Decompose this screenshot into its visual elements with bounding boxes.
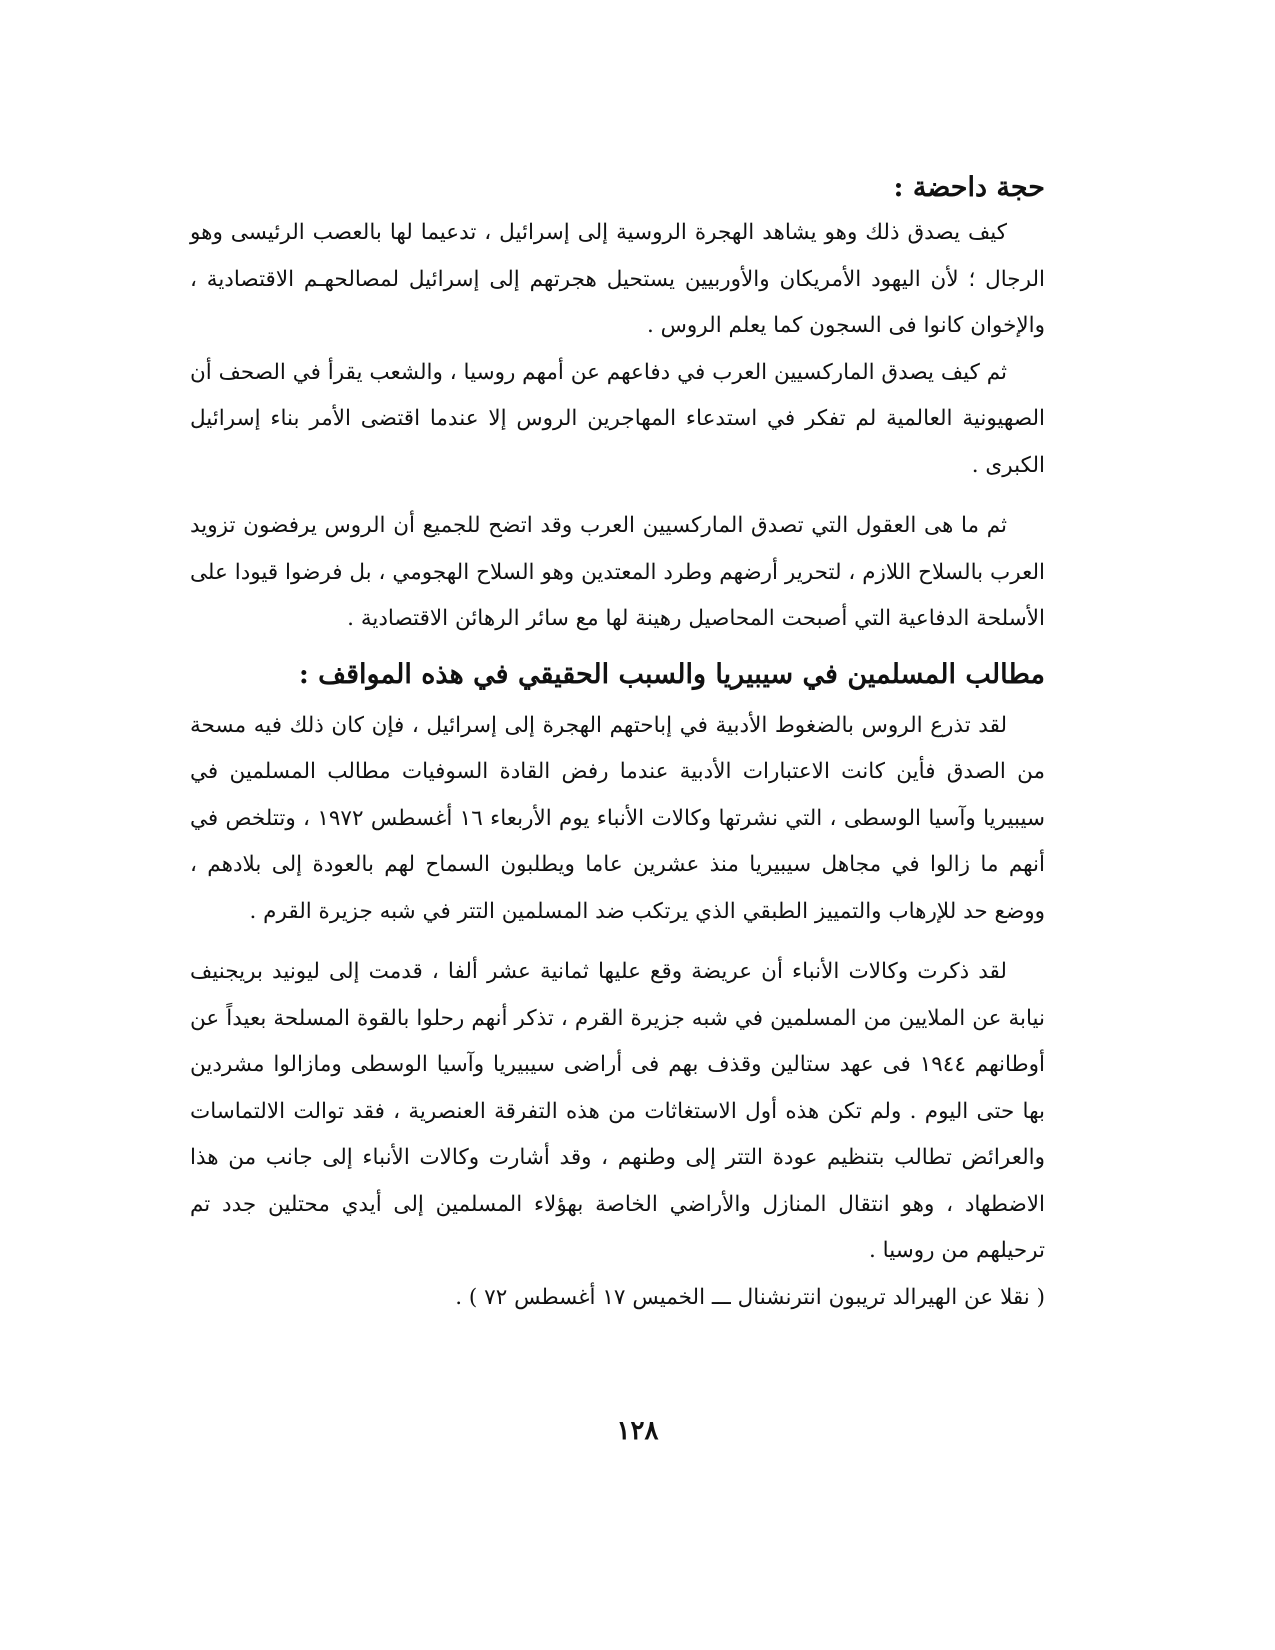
subheading: مطالب المسلمين في سيبيريا والسبب الحقيقي في هذه المواقف :	[298, 658, 1045, 690]
paragraph-1: كيف يصدق ذلك وهو يشاهد الهجرة الروسية إلى إسرائيل ، تدعيما لها بالعصب الرئيسى وهو الرجال ؛ لأن اليهود الأمريكان والأوربيين يستحيل هجرتهم إلى إسرائيل لمصالحهـم الاقتصادية ، والإخوان كانوا فى السجون كما يعلم الروس .	[190, 220, 1045, 338]
page-number: ١٢٨	[616, 1416, 659, 1446]
paragraph-3: ثم ما هى العقول التي تصدق الماركسيين العرب وقد اتضح للجميع أن الروس يرفضون تزويد العرب بالسلاح اللازم ، لتحرير أرضهم وطرد المعتدين وهو السلاح الهجومي ، بل فرضوا قيودا على الأسلحة الدفاعية التي أصبحت المحاصيل رهينة لها مع سائر الرهائن الاقتصادية .	[190, 513, 1045, 631]
citation: ( نقلا عن الهيرالد تريبون انترنشنال ـــ الخميس ١٧ أغسطس ٧٢ ) .	[455, 1284, 1045, 1310]
paragraph-5: لقد ذكرت وكالات الأنباء أن عريضة وقع عليها ثمانية عشر ألفا ، قدمت إلى ليونيد بريجنيف نيابة عن الملايين من المسلمين في شبه جزيرة القرم ، تذكر أنهم رحلوا بالقوة المسلحة بعيداً عن أوطانهم ١٩٤٤ فى عهد ستالين وقذف بهم فى أراضى سيبيريا وآسيا الوسطى ومازالوا مشردين بها حتى اليوم . ولم تكن هذه أول الاستغاثات من هذه التفرقة العنصرية ، فقد توالت الالتماسات والعرائض تطالب بتنظيم عودة التتر إلى وطنهم ، وقد أشارت وكالات الأنباء إلى جانب من هذا الاضطهاد ، وهو انتقال المنازل والأراضي الخاصة بهؤلاء المسلمين إلى أيدي محتلين جدد تم ترحيلهم من روسيا .	[190, 959, 1045, 1263]
page-content	[190, 168, 1045, 1321]
paragraph-4: لقد تذرع الروس بالضغوط الأدبية في إباحتهم الهجرة إلى إسرائيل ، فإن كان ذلك فيه مسحة من الصدق فأين كانت الاعتبارات الأدبية عندما رفض القادة السوفيات مطالب المسلمين في سيبيريا وآسيا الوسطى ، التي نشرتها وكالات الأنباء يوم الأربعاء ١٦ أغسطس ١٩٧٢ ، وتتلخص في أنهم ما زالوا في مجاهل سيبيريا منذ عشرين عاما ويطلبون السماح لهم بالعودة إلى بلادهم ، ووضع حد للإرهاب والتمييز الطبقي الذي يرتكب ضد المسلمين التتر في شبه جزيرة القرم .	[190, 712, 1045, 924]
section-heading: حجة داحضة :	[893, 172, 1045, 203]
paragraph-2: ثم كيف يصدق الماركسيين العرب في دفاعهم عن أمهم روسيا ، والشعب يقرأ في الصحف أن الصهيونية العالمية لم تفكر في استدعاء المهاجرين الروس إلا عندما اقتضى الأمر بناء إسرائيل الكبرى .	[190, 359, 1045, 478]
